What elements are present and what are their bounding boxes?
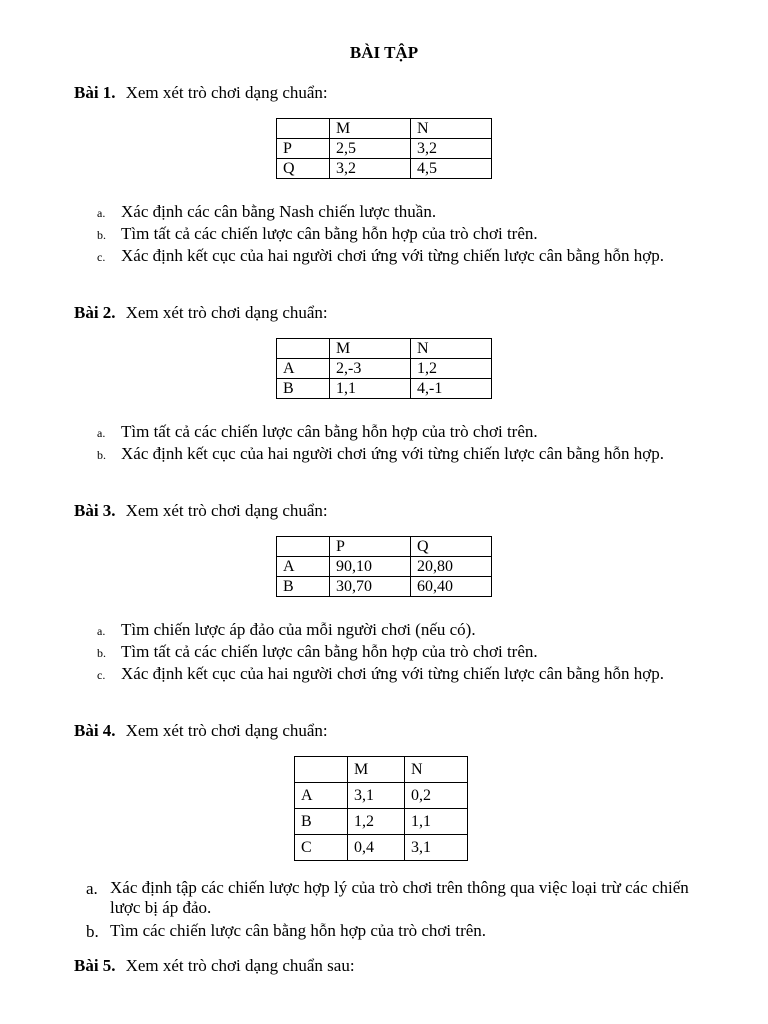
table-header-cell: M (330, 119, 411, 139)
exercise-1-heading (74, 83, 328, 103)
table-header-cell: P (330, 537, 411, 557)
table-cell: 0,2 (405, 783, 468, 809)
table-cell (277, 119, 330, 139)
list-item-text: Tìm tất cả các chiến lược cân bằng hỗn hợp của trò chơi trên. (121, 642, 538, 661)
page-title: BÀI TẬP (349, 43, 419, 62)
table-cell: 3,1 (405, 835, 468, 861)
table-cell: 60,40 (411, 577, 492, 597)
table-header-cell: M (330, 339, 411, 359)
table-cell (295, 757, 348, 783)
table-row (277, 557, 492, 577)
list-marker: b. (97, 448, 106, 462)
table-header-cell: N (411, 339, 492, 359)
table-row (277, 359, 492, 379)
table-cell (277, 537, 330, 557)
table-header-cell: N (405, 757, 468, 783)
table-cell: 1,2 (348, 809, 405, 835)
list-item-text: Xác định tập các chiến lược hợp lý của trò chơi trên thông qua việc loại trừ các chiến lược bị áp đảo. (110, 878, 689, 917)
exercise-4-heading (74, 721, 328, 741)
table-cell: 3,1 (348, 783, 405, 809)
table-row-label: B (277, 379, 330, 399)
exercise-prompt: Xem xét trò chơi dạng chuẩn: (125, 721, 328, 740)
exercise-3-heading (74, 501, 328, 521)
table-row-label: Q (277, 159, 330, 179)
table-header-row (277, 119, 492, 139)
table-cell: 1,1 (330, 379, 411, 399)
list-marker: a. (97, 426, 106, 440)
table-cell: 2,5 (330, 139, 411, 159)
table-row-label: A (295, 783, 348, 809)
table-cell: 3,2 (330, 159, 411, 179)
list-marker: b. (86, 922, 99, 941)
list-marker: a. (97, 206, 106, 220)
table-header-row (277, 339, 492, 359)
table-row (277, 139, 492, 159)
list-item-text: Tìm các chiến lược cân bằng hỗn hợp của trò chơi trên. (110, 921, 487, 940)
table-cell: 4,-1 (411, 379, 492, 399)
list-marker: b. (97, 646, 106, 660)
table-row (295, 783, 468, 809)
table-row-label: A (277, 359, 330, 379)
table-row (295, 835, 468, 861)
list-item-text: Tìm chiến lược áp đảo của mỗi người chơi (nếu có). (121, 620, 476, 639)
exercise-number: Bài 3. (74, 501, 116, 520)
table-row-label: P (277, 139, 330, 159)
table-row-label: A (277, 557, 330, 577)
exercise-number: Bài 2. (74, 303, 116, 322)
exercise-prompt: Xem xét trò chơi dạng chuẩn sau: (125, 956, 355, 975)
list-marker: a. (86, 879, 98, 898)
exercise-2-heading (74, 303, 328, 323)
exercise-1-payoff-table (276, 118, 492, 179)
exercise-number: Bài 4. (74, 721, 116, 740)
list-marker: c. (97, 668, 106, 682)
exercise-prompt: Xem xét trò chơi dạng chuẩn: (125, 501, 328, 520)
table-cell: 0,4 (348, 835, 405, 861)
table-row-label: C (295, 835, 348, 861)
exercise-number: Bài 5. (74, 956, 116, 975)
table-cell: 1,2 (411, 359, 492, 379)
table-cell: 2,-3 (330, 359, 411, 379)
table-header-row (295, 757, 468, 783)
exercise-4-payoff-table (294, 756, 468, 861)
exercise-number: Bài 1. (74, 83, 116, 102)
table-cell: 90,10 (330, 557, 411, 577)
table-cell (277, 339, 330, 359)
list-marker: c. (97, 250, 106, 264)
list-item-text: Tìm tất cả các chiến lược cân bằng hỗn hợp của trò chơi trên. (121, 422, 538, 441)
table-row (277, 159, 492, 179)
list-marker: b. (97, 228, 106, 242)
exercise-5-heading (74, 956, 355, 976)
exercise-3-payoff-table (276, 536, 492, 597)
list-marker: a. (97, 624, 106, 638)
exercise-prompt: Xem xét trò chơi dạng chuẩn: (125, 83, 328, 102)
table-header-cell: N (411, 119, 492, 139)
table-cell: 3,2 (411, 139, 492, 159)
exercise-2-payoff-table (276, 338, 492, 399)
table-row-label: B (295, 809, 348, 835)
exercise-prompt: Xem xét trò chơi dạng chuẩn: (125, 303, 328, 322)
table-header-row (277, 537, 492, 557)
table-cell: 4,5 (411, 159, 492, 179)
table-row (277, 379, 492, 399)
list-item-text: Xác định kết cục của hai người chơi ứng với từng chiến lược cân bằng hỗn hợp. (121, 664, 665, 683)
table-row (277, 577, 492, 597)
list-item-text: Tìm tất cả các chiến lược cân bằng hỗn hợp của trò chơi trên. (121, 224, 538, 243)
list-item-text: Xác định kết cục của hai người chơi ứng với từng chiến lược cân bằng hỗn hợp. (121, 246, 665, 265)
list-item-text: Xác định kết cục của hai người chơi ứng với từng chiến lược cân bằng hỗn hợp. (121, 444, 665, 463)
table-row (295, 809, 468, 835)
list-item-text: Xác định các cân bằng Nash chiến lược thuần. (121, 202, 437, 221)
table-header-cell: Q (411, 537, 492, 557)
table-cell: 20,80 (411, 557, 492, 577)
table-header-cell: M (348, 757, 405, 783)
table-cell: 30,70 (330, 577, 411, 597)
table-row-label: B (277, 577, 330, 597)
table-cell: 1,1 (405, 809, 468, 835)
